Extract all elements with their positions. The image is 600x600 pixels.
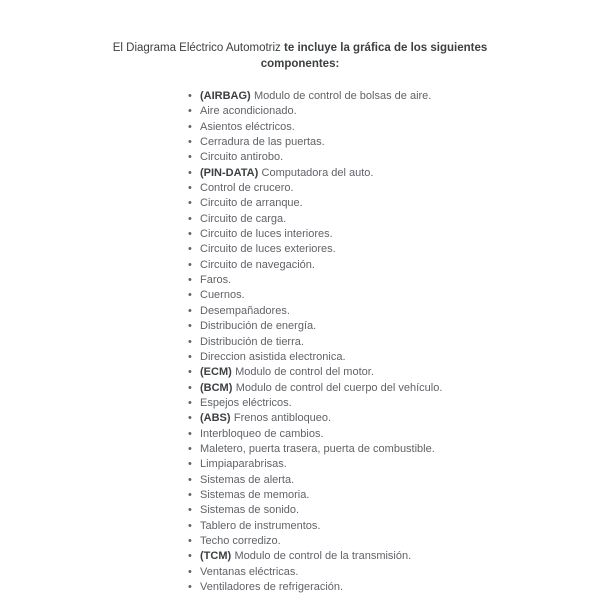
item-text: Circuito de carga. — [200, 212, 287, 225]
component-list-item — [188, 549, 600, 564]
item-keyword: (PIN-DATA) — [200, 166, 259, 179]
item-keyword: (ECM) — [200, 366, 232, 379]
item-text: Limpiaparabrisas. — [200, 458, 287, 471]
component-list-item — [188, 196, 600, 211]
component-list-item — [188, 519, 600, 534]
item-text: Modulo de control del motor. — [235, 366, 374, 379]
component-list-item — [188, 227, 600, 242]
item-text: Ventiladores de refrigeración. — [200, 581, 344, 593]
component-list-item — [188, 242, 600, 257]
item-text: Circuito de navegación. — [200, 258, 315, 271]
item-text: Direccion asistida electronica. — [200, 350, 346, 363]
item-text: Control de crucero. — [200, 182, 294, 195]
component-list-item — [188, 411, 600, 426]
item-text: Sistemas de alerta. — [200, 473, 295, 486]
item-text: Aire acondicionado. — [200, 105, 297, 118]
item-text: Desempañadores. — [200, 304, 290, 317]
component-list-item — [188, 473, 600, 488]
component-list-item — [188, 273, 600, 288]
component-list-item — [188, 150, 600, 165]
item-text: Frenos antibloqueo. — [233, 412, 332, 425]
item-text: Modulo de control de bolsas de aire. — [254, 90, 432, 102]
page-title — [0, 0, 600, 72]
component-list-item — [188, 89, 600, 104]
component-list-item — [188, 365, 600, 380]
component-list-item — [188, 181, 600, 196]
item-text: Distribución de energía. — [200, 320, 317, 333]
component-list-item — [188, 304, 600, 319]
title-bold-line2: componentes: — [260, 58, 340, 70]
component-list-item — [188, 442, 600, 457]
component-list-item — [188, 135, 600, 150]
component-list-item — [188, 488, 600, 503]
item-text: Cerradura de las puertas. — [200, 136, 325, 149]
component-list-item — [188, 503, 600, 518]
component-list-item — [188, 565, 600, 580]
component-list-item — [188, 212, 600, 227]
component-list-item — [188, 381, 600, 396]
title-bold-line1: te incluye la gráfica de los siguientes — [284, 42, 488, 54]
component-list-item — [188, 350, 600, 365]
item-text: Maletero, puerta trasera, puerta de combustible. — [200, 442, 435, 455]
component-list-item — [188, 319, 600, 334]
item-text: Interbloqueo de cambios. — [200, 427, 324, 440]
component-list-item — [188, 396, 600, 411]
item-keyword: (TCM) — [200, 550, 232, 563]
item-text: Sistemas de memoria. — [200, 488, 310, 501]
item-text: Circuito antirobo. — [200, 151, 284, 164]
component-list-item — [188, 457, 600, 472]
component-list-item — [188, 166, 600, 181]
components-list — [188, 89, 600, 595]
item-text: Distribución de tierra. — [200, 335, 304, 348]
component-list-item — [188, 288, 600, 303]
item-keyword: (BCM) — [200, 381, 233, 394]
item-text: Circuito de luces interiores. — [200, 228, 333, 241]
item-text: Modulo de control de la transmisión. — [234, 550, 412, 563]
component-list-item — [188, 335, 600, 350]
item-text: Circuito de luces exteriores. — [200, 243, 336, 256]
item-keyword: (ABS) — [200, 412, 231, 425]
item-text: Computadora del auto. — [261, 166, 374, 179]
item-text: Espejos eléctricos. — [200, 396, 292, 409]
item-text: Sistemas de sonido. — [200, 504, 300, 517]
component-list-item — [188, 427, 600, 442]
item-text: Tablero de instrumentos. — [200, 519, 321, 532]
item-text: Cuernos. — [200, 289, 245, 302]
component-list-item — [188, 258, 600, 273]
item-text: Faros. — [200, 274, 232, 287]
component-list-item — [188, 580, 600, 595]
component-list-item — [188, 120, 600, 135]
item-text: Ventanas eléctricas. — [200, 565, 299, 578]
item-text: Techo corredizo. — [200, 534, 281, 547]
item-text: Modulo de control del cuerpo del vehículo. — [235, 381, 443, 394]
item-text: Circuito de arranque. — [200, 197, 303, 210]
item-keyword: (AIRBAG) — [200, 90, 251, 102]
component-list-item — [188, 534, 600, 549]
item-text: Asientos eléctricos. — [200, 120, 295, 133]
component-list-item — [188, 104, 600, 119]
title-regular-part: El Diagrama Eléctrico Automotriz — [112, 42, 281, 54]
